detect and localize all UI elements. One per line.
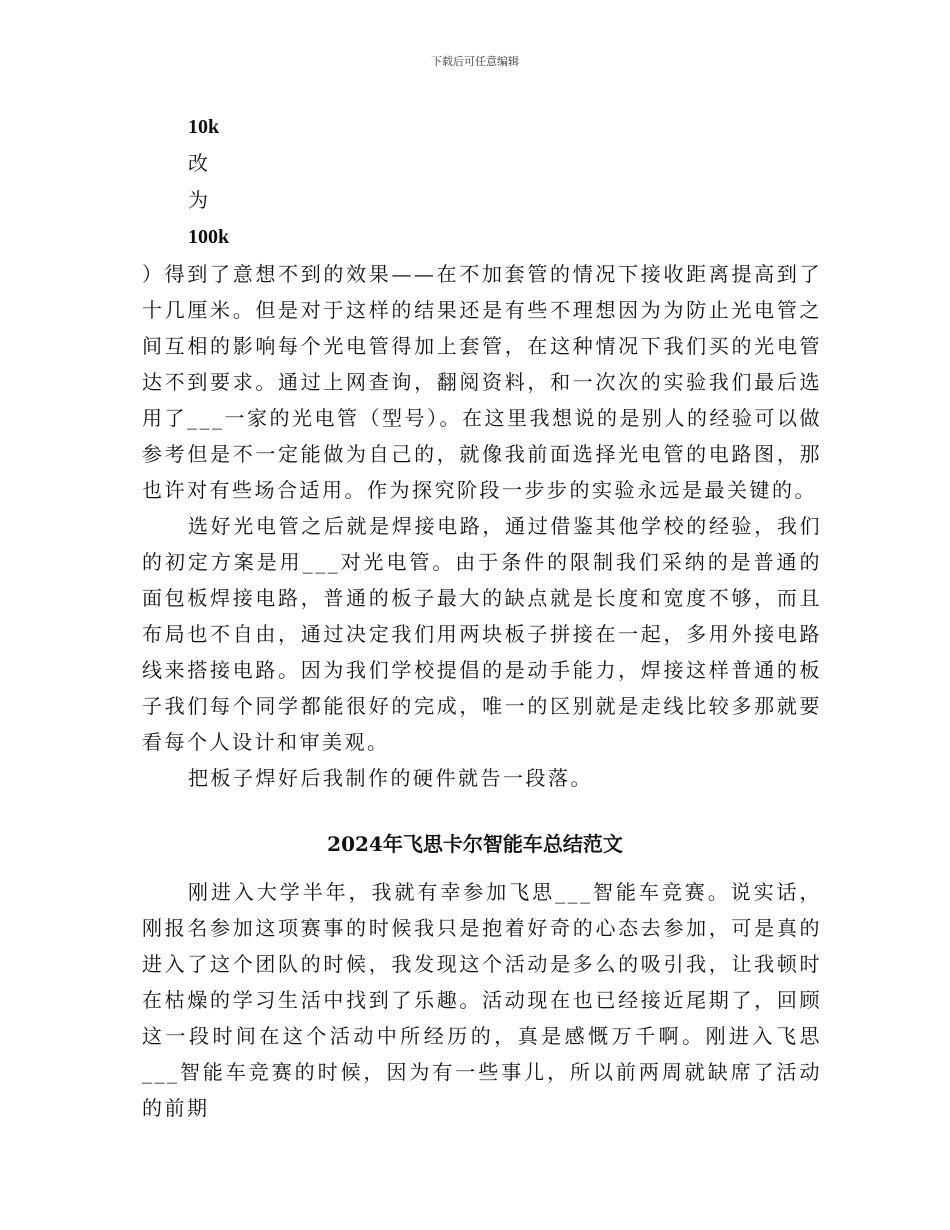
fragment-gai: 改	[188, 151, 208, 175]
section-text-block	[142, 874, 822, 1126]
paragraph-photocell-result: ）得到了意想不到的效果——在不加套管的情况下接收距离提高到了十几厘米。但是对于这样的结果还是有些不理想因为为防止光电管之间互相的影响每个光电管得加上套管，在这种情况下我们买的光电管达不到要求。通过上网查询，翻阅资料，和一次次的实验我们最后选用了___一家的光电管（型号）。在这里我想说的是别人的经验可以做参考但是不一定能做为自己的，就像我前面选择光电管的电路图，那也许对有些场合适用。作为探究阶段一步步的实验永远是最关键的。	[142, 262, 822, 502]
paragraph-circuit-welding: 选好光电管之后就是焊接电路，通过借鉴其他学校的经验，我们的初定方案是用___对光电管。由于条件的限制我们采纳的是普通的面包板焊接电路，普通的板子最大的缺点就是长度和宽度不够，而且布局也不自由，通过决定我们用两块板子拼接在一起，多用外接电路线来搭接电路。因为我们学校提倡的是动手能力，焊接这样普通的板子我们每个同学都能很好的完成，唯一的区别就是走线比较多那就要看每个人设计和审美观。	[142, 514, 822, 754]
fragment-100k: 100k	[188, 226, 230, 248]
page-header: 下载后可任意编辑	[431, 55, 519, 68]
fragment-10k: 10k	[188, 116, 220, 138]
fragment-wei: 为	[188, 188, 208, 212]
body-text-block	[142, 256, 822, 796]
section-title: 2024年飞思卡尔智能车总结范文	[327, 832, 623, 856]
paragraph-hardware-done: 把板子焊好后我制作的硬件就告一段落。	[188, 766, 593, 790]
paragraph-summary-intro: 刚进入大学半年，我就有幸参加飞思___智能车竞赛。说实话，刚报名参加这项赛事的时候我只是抱着好奇的心态去参加，可是真的进入了这个团队的时候，我发现这个活动是多么的吸引我，让我顿时在枯燥的学习生活中找到了乐趣。活动现在也已经接近尾期了，回顾这一段时间在这个活动中所经历的，真是感慨万千啊。刚进入飞思___智能车竞赛的时候，因为有一些事儿，所以前两周就缺席了活动的前期	[142, 880, 822, 1120]
